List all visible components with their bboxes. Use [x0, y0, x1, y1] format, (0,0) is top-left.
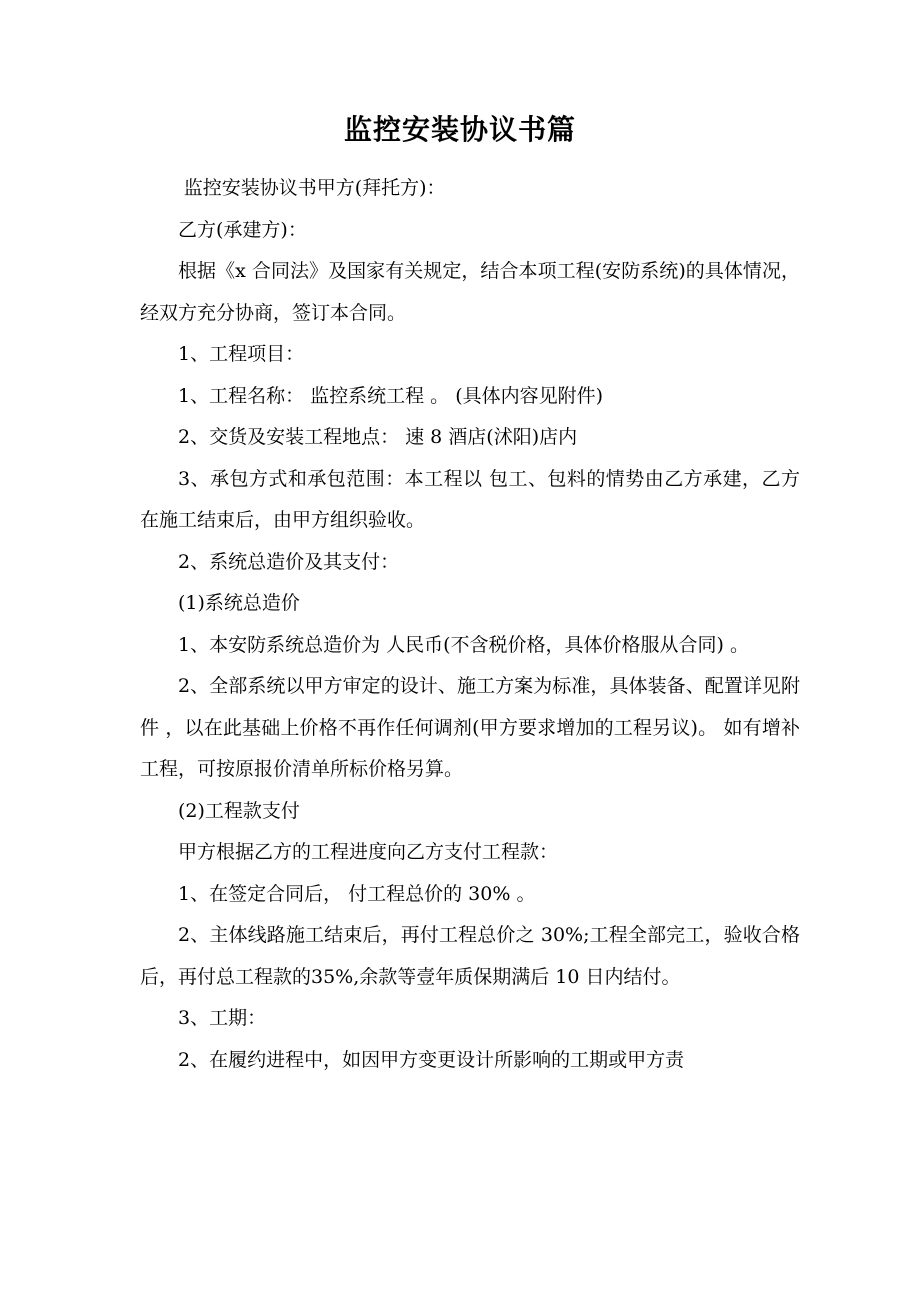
section-heading-schedule: 3、工期：	[178, 1007, 267, 1029]
paragraph-payment-first: 1、在签定合同后， 付工程总价的 30% 。	[178, 882, 536, 905]
paragraph-party-b: 乙方(承建方)：	[178, 218, 307, 241]
subsection-heading-payment: (2)工程款支付	[178, 799, 300, 822]
section-heading-project: 1、工程项目：	[178, 343, 305, 365]
document-title: 监控安装协议书篇	[343, 113, 576, 146]
document-body	[140, 168, 800, 1081]
paragraph-price-basis: 2、全部系统以甲方审定的设计、施工方案为标准，具体装备、配置详见附件 ，以在此基础上价格不再作任何调剂(甲方要求增加的工程另议)。 如有增补工程，可按原报价清单所标价格另算。	[140, 675, 800, 780]
paragraph-project-name: 1、工程名称： 监控系统工程 。 (具体内容见附件)	[178, 384, 604, 407]
section-heading-price: 2、系统总造价及其支付：	[178, 550, 400, 573]
subsection-heading-total-price: (1)系统总造价	[178, 592, 300, 614]
paragraph-payment-intro: 甲方根据乙方的工程进度向乙方支付工程款：	[178, 841, 559, 863]
paragraph-project-location: 2、交货及安装工程地点： 速 8 酒店(沭阳)店内	[178, 426, 578, 448]
paragraph-preamble: 根据《x 合同法》及国家有关规定，结合本项工程(安防系统)的具体情况，经双方充分协商，签订本合同。	[140, 260, 800, 324]
paragraph-schedule-change: 2、在履约进程中，如因甲方变更设计所影响的工期或甲方责	[178, 1048, 685, 1071]
paragraph-contract-scope: 3、承包方式和承包范围：本工程以 包工、包料的情势由乙方承建，乙方在施工结束后，由甲方组织验收。	[140, 467, 800, 531]
paragraph-payment-second: 2、主体线路施工结束后，再付工程总价之 30%;工程全部完工，验收合格后，再付总工程款的35%,余款等壹年质保期满后 10 日内结付。	[140, 924, 800, 988]
paragraph-party-a: 监控安装协议书甲方(拜托方)：	[183, 177, 446, 199]
paragraph-total-price: 1、本安防系统总造价为 人民币(不含税价格，具体价格服从合同) 。	[178, 633, 749, 656]
